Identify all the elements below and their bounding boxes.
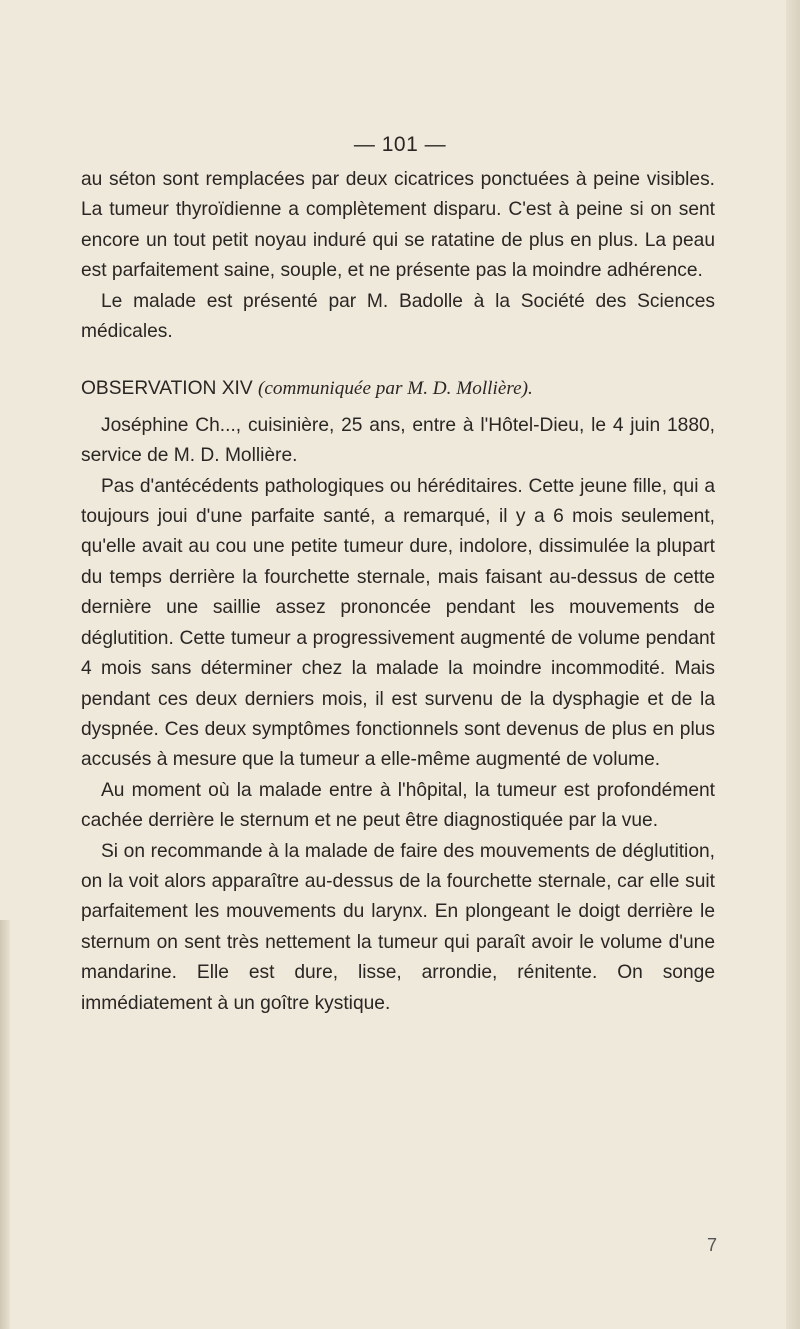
body-text [81,165,715,1019]
signature-mark: 7 [707,1235,718,1255]
paragraph-presentation: Le malade est présenté par M. Badolle à la Société des Sciences médicales. [81,290,715,343]
page-edge-left [0,920,10,1329]
paragraph-patient: Joséphine Ch..., cuisinière, 25 ans, entre à l'Hôtel-Dieu, le 4 juin 1880, service de M. D. Mollière. [81,414,715,467]
paragraph-history: Pas d'antécédents pathologiques ou héréditaires. Cette jeune fille, qui a toujours joui d'une parfaite santé, a remarqué, il y a 6 mois seulement, qu'elle avait au cou une petite tumeur dure, indolore, dissimulée la plupart du temps derrière la fourchette sternale, mais faisant au-dessus de cette dernière une saillie assez prononcée pendant les mouvements de déglutition. Cette tumeur a progressivement augmenté de volume pendant 4 mois sans déterminer chez la malade la moindre incommodité. Mais pendant ces deux derniers mois, il est survenu de la dysphagie et de la dyspnée. Ces deux symptômes fonctionnels sont devenus de plus en plus accusés à mesure que la tumeur a elle-même augmenté de volume. [81,475,715,771]
page-number: — 101 — [353,133,447,156]
observation-heading [81,374,715,404]
paragraph-continuation: au séton sont remplacées par deux cicatrices ponctuées à peine visibles. La tumeur thyroïdienne a complètement disparu. C'est à peine si on sent encore un tout petit noyau induré qui se ratatine de plus en plus. La peau est parfaitement saine, souple, et ne présente pas la moindre adhérence. [81,169,715,282]
observation-attribution: (communiquée par M. D. Mollière). [258,378,533,400]
page-edge-right [786,0,800,1329]
paragraph-admission: Au moment où la malade entre à l'hôpital, la tumeur est profondément cachée derrière le sternum et ne peut être diagnostiquée par la vue. [81,779,715,832]
paragraph-examination: Si on recommande à la malade de faire des mouvements de déglutition, on la voit alors apparaître au-dessus de la fourchette sternale, car elle suit parfaitement les mouvements du larynx. En plongeant le doigt derrière le sternum on sent très nettement la tumeur qui paraît avoir le volume d'une mandarine. Elle est dure, lisse, arrondie, rénitente. On songe immédiatement à un goître kystique. [81,840,715,1014]
observation-title: OBSERVATION XIV [81,378,253,400]
